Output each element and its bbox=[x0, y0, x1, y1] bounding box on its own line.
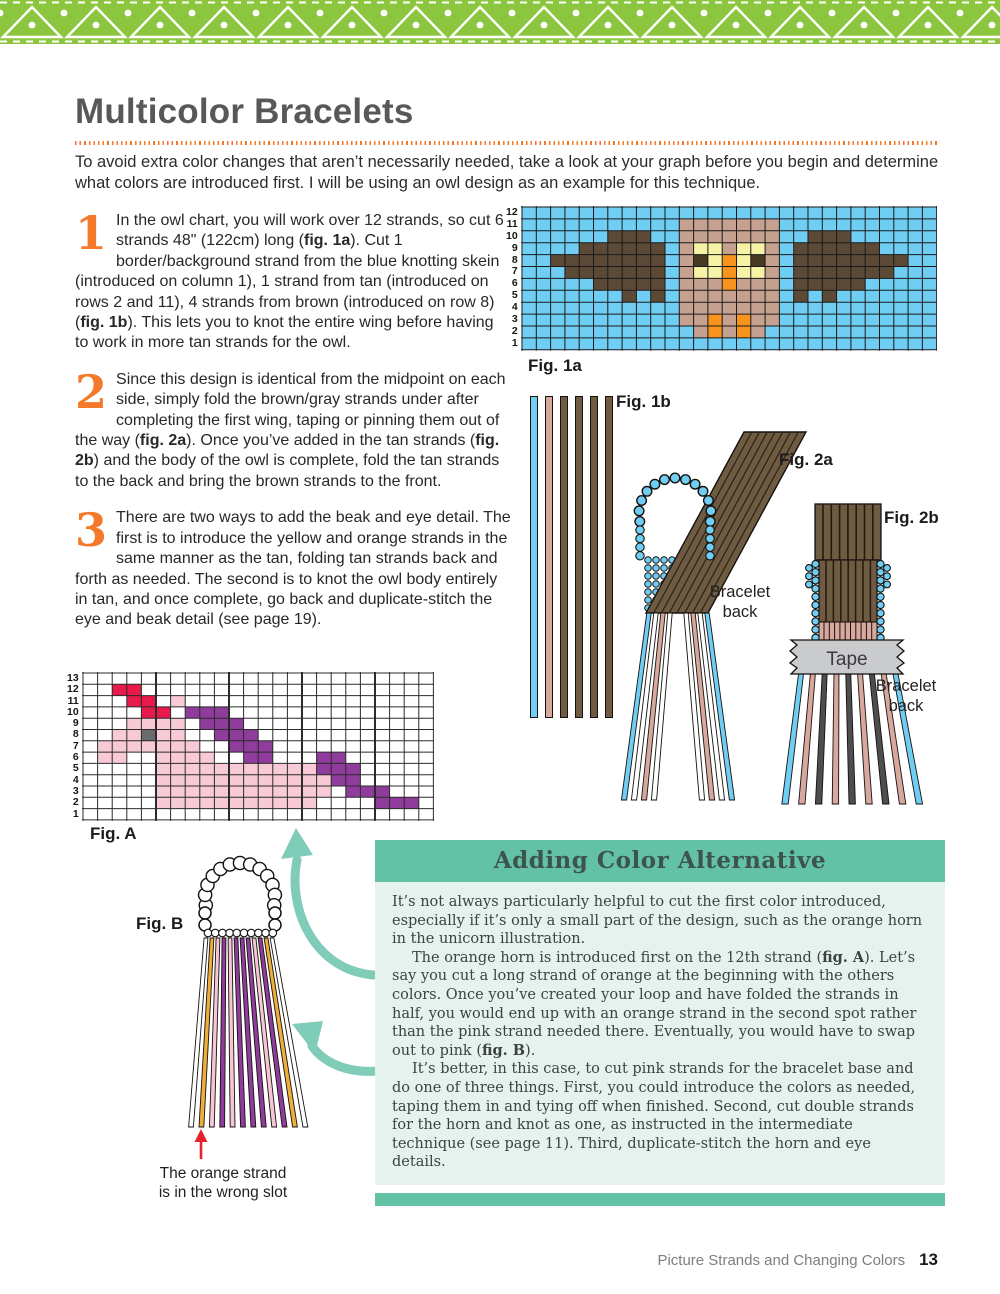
steps-column bbox=[75, 206, 511, 647]
fig1a-chart bbox=[506, 206, 937, 356]
row-number: 11 bbox=[506, 217, 518, 230]
row-number: 13 bbox=[67, 672, 79, 684]
page-footer bbox=[560, 1250, 938, 1270]
row-number: 4 bbox=[72, 773, 79, 786]
row-number: 3 bbox=[72, 784, 79, 797]
step-2-text: Since this design is identical from the midpoint on each side, simply fold the brown/gray strands under after completing the first wing, taping or pinning them out of the way (fig. 2a). Once you’ve added in the tan strands (fig. 2b) and the body of the owl is complete, fold the tan strands to the back and bring the brown strands to the front. bbox=[75, 370, 506, 490]
step-3-text: There are two ways to add the beak and eye detail. The first is to introduce the yellow and orange strands in the same manner as the tan, folding tan strands back and forth as needed. The second is to knot the owl body entirely in tan, and once complete, go back and duplicate-stitch the eye and beak detail (see page 19). bbox=[75, 509, 511, 629]
fig2b-caption: Bracelet back bbox=[875, 677, 937, 715]
cut-strand bbox=[575, 396, 583, 718]
cut-strand bbox=[530, 396, 538, 718]
row-number: 2 bbox=[72, 796, 79, 809]
row-number: 12 bbox=[67, 683, 79, 696]
cut-strand bbox=[560, 396, 568, 718]
row-number: 4 bbox=[511, 301, 518, 314]
figA-label: Fig. A bbox=[90, 824, 137, 843]
owl-pixel-grid bbox=[521, 206, 938, 356]
fig1b-strands bbox=[530, 396, 620, 718]
row-number: 7 bbox=[511, 265, 518, 278]
figB-caption: The orange strand is in the wrong slot bbox=[158, 1165, 288, 1201]
sidebar-body bbox=[375, 882, 945, 1185]
fig1a-label: Fig. 1a bbox=[528, 356, 582, 375]
orange-dotted-rule bbox=[75, 141, 939, 145]
step-3 bbox=[75, 503, 511, 630]
cut-strand bbox=[545, 396, 553, 718]
step-2-number: 2 bbox=[75, 364, 108, 419]
sidebar-box bbox=[375, 840, 945, 1206]
row-number: 8 bbox=[72, 728, 79, 741]
figA-chart bbox=[67, 672, 434, 826]
row-number: 9 bbox=[511, 241, 518, 254]
page-title: Multicolor Bracelets bbox=[75, 92, 414, 131]
row-number: 9 bbox=[72, 717, 79, 730]
row-number: 1 bbox=[72, 807, 79, 820]
step-1-text: In the owl chart, you will work over 12 strands, so cut 6 strands 48" (122cm) long (fig. 1a). Cut 1 border/background strand from the blue knotting skein (introduced on column 1), 1 strand from tan (introduced on rows 2 and 11), 4 strands from brown (introduced on row 8) (fig. 1b). This lets you to knot the entire wing before having to work in more tan strands for the owl. bbox=[75, 212, 504, 352]
row-number: 2 bbox=[511, 324, 518, 337]
tape-label: Tape bbox=[826, 649, 868, 670]
row-number: 5 bbox=[72, 762, 79, 775]
row-number: 6 bbox=[511, 277, 518, 290]
fig2b-illustration bbox=[775, 498, 1000, 808]
row-number: 12 bbox=[506, 206, 518, 218]
sidebar-paragraph: It’s not always particularly helpful to cut the first color introduced, especially if it’s only a small part of the design, such as the orange horn in the unicorn illustration. bbox=[392, 894, 923, 948]
sidebar-bottom-bar bbox=[375, 1193, 945, 1206]
fig2b-label: Fig. 2b bbox=[884, 508, 939, 527]
step-1 bbox=[75, 206, 511, 354]
row-number: 5 bbox=[511, 289, 518, 302]
fig2a-caption: Bracelet back bbox=[709, 583, 771, 621]
cut-strand bbox=[590, 396, 598, 718]
row-number: 3 bbox=[511, 313, 518, 326]
row-number: 10 bbox=[506, 229, 518, 242]
row-number: 11 bbox=[67, 694, 79, 707]
figA-row-labels bbox=[67, 672, 82, 820]
row-number: 1 bbox=[511, 336, 518, 349]
row-number: 7 bbox=[72, 739, 79, 752]
sidebar-paragraph: The orange horn is introduced first on the 12th strand (fig. A). Let’s say you cut a long strand of orange at the beginning with the others colors. Once you’ve created your loop and have folded the strands in half, you would end up with an orange strand in the second spot rather than the pink strand needed there. Eventually, you would have to swap out to pink (fig. B). bbox=[392, 948, 917, 1059]
row-number: 8 bbox=[511, 253, 518, 266]
row-number: 10 bbox=[67, 705, 79, 718]
step-3-number: 3 bbox=[75, 503, 108, 558]
step-1-number: 1 bbox=[75, 206, 108, 260]
unicorn-pixel-grid bbox=[82, 672, 434, 826]
footer-page-number: 13 bbox=[919, 1250, 938, 1269]
row-number: 6 bbox=[72, 751, 79, 764]
step-2 bbox=[75, 364, 511, 492]
figB-label: Fig. B bbox=[136, 914, 184, 933]
fig1b-label: Fig. 1b bbox=[616, 392, 671, 411]
sidebar-paragraph: It’s better, in this case, to cut pink strands for the bracelet base and do one of three things. First, you could introduce the colors as needed, taping them in and tying off when finished. Second, cut double strands for the horn and knot as one, as instructed in the intermediate technique (see page 11). Third, duplicate-stitch the horn and eye details. bbox=[392, 1061, 916, 1171]
intro-paragraph: To avoid extra color changes that aren’t necessarily needed, take a look at your graph before you begin and determine what colors are introduced first. I will be using an owl design as an example for this technique. bbox=[75, 153, 939, 192]
fig1a-row-labels bbox=[506, 206, 521, 350]
footer-chapter-title: Picture Strands and Changing Colors bbox=[657, 1252, 906, 1269]
decorative-zigzag-border bbox=[0, 0, 1000, 44]
sidebar-title: Adding Color Alternative bbox=[375, 840, 945, 882]
fig2a-label: Fig. 2a bbox=[779, 450, 833, 469]
